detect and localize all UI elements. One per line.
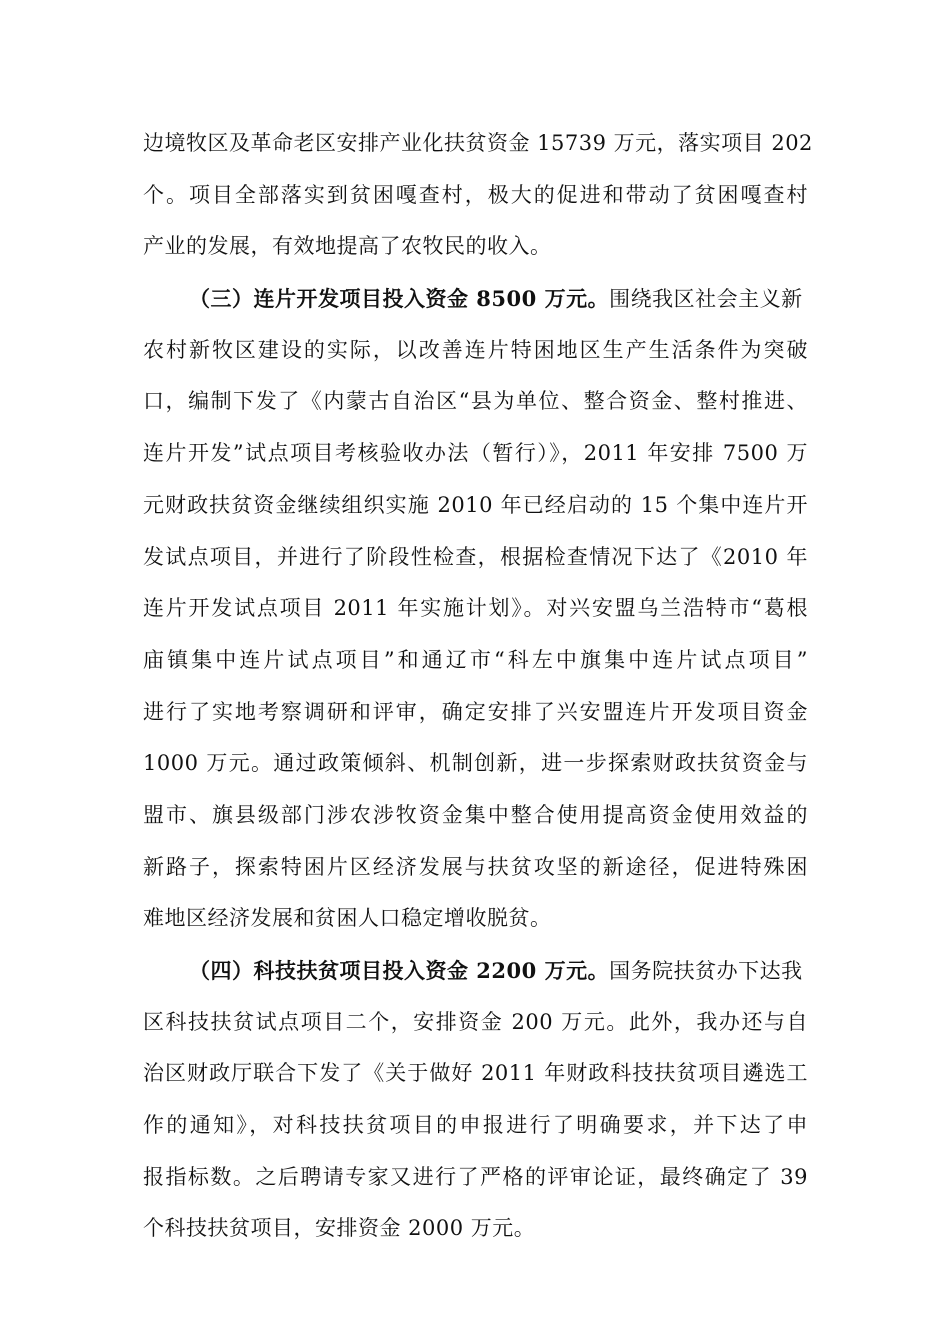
paragraph-2-line: 元财政扶贫资金继续组织实施 2010 年已经启动的 15 个集中连片开: [143, 492, 808, 517]
paragraph-3-line: 区科技扶贫试点项目二个，安排资金 200 万元。此外，我办还与自: [143, 1009, 808, 1034]
paragraph-2-line: 连片开发”试点项目考核验收办法（暂行）》，2011 年安排 7500 万: [143, 441, 808, 466]
paragraph-3-line: 报指标数。之后聘请专家又进行了严格的评审论证，最终确定了 39: [143, 1164, 808, 1189]
paragraph-2-line: 盟市、旗县级部门涉农涉牧资金集中整合使用提高资金使用效益的: [143, 802, 808, 827]
paragraph-3-first-line: [143, 945, 808, 997]
paragraph-3-line: 个科技扶贫项目，安排资金 2000 万元。: [143, 1216, 536, 1241]
document-body: [143, 118, 813, 1255]
paragraph-1-line-3: 产业的发展，有效地提高了农牧民的收入。: [143, 234, 552, 259]
paragraph-2-first-line: [143, 273, 808, 325]
paragraph-2-line: 连片开发试点项目 2011 年实施计划》。对兴安盟乌兰浩特市“葛根: [143, 596, 808, 621]
paragraph-3-line: 作的通知》，对科技扶贫项目的申报进行了明确要求，并下达了申: [143, 1113, 808, 1138]
paragraph-3-first-line-rest: 国务院扶贫办下达我: [609, 959, 803, 983]
paragraph-2-line: 口，编制下发了《内蒙古自治区“县为单位、整合资金、整村推进、: [143, 389, 808, 414]
paragraph-2-line: 庙镇集中连片试点项目”和通辽市“科左中旗集中连片试点项目”: [143, 647, 808, 672]
paragraph-1-line-1: 边境牧区及革命老区安排产业化扶贫资金 15739 万元，落实项目 202: [143, 131, 813, 155]
paragraph-2-line: 发试点项目，并进行了阶段性检查，根据检查情况下达了《2010 年: [143, 544, 808, 569]
paragraph-2-line: 农村新牧区建设的实际，以改善连片特困地区生产生活条件为突破: [143, 337, 808, 362]
paragraph-3-line: 治区财政厅联合下发了《关于做好 2011 年财政科技扶贫项目遴选工: [143, 1061, 808, 1086]
section-heading-3: （三）连片开发项目投入资金 8500 万元。: [189, 286, 610, 312]
paragraph-2-line: 1000 万元。通过政策倾斜、机制创新，进一步探索财政扶贫资金与: [143, 751, 808, 776]
section-heading-4: （四）科技扶贫项目投入资金 2200 万元。: [189, 958, 610, 983]
paragraph-2-first-line-rest: 围绕我区社会主义新: [609, 287, 803, 312]
paragraph-2-line: 新路子，探索特困片区经济发展与扶贫攻坚的新途径，促进特殊困: [143, 854, 808, 879]
paragraph-1-line-2: 个。项目全部落实到贫困嘎查村，极大的促进和带动了贫困嘎查村: [143, 182, 808, 207]
paragraph-2-line: 进行了实地考察调研和评审，确定安排了兴安盟连片开发项目资金: [143, 699, 808, 724]
paragraph-2-line: 难地区经济发展和贫困人口稳定增收脱贫。: [143, 906, 552, 931]
